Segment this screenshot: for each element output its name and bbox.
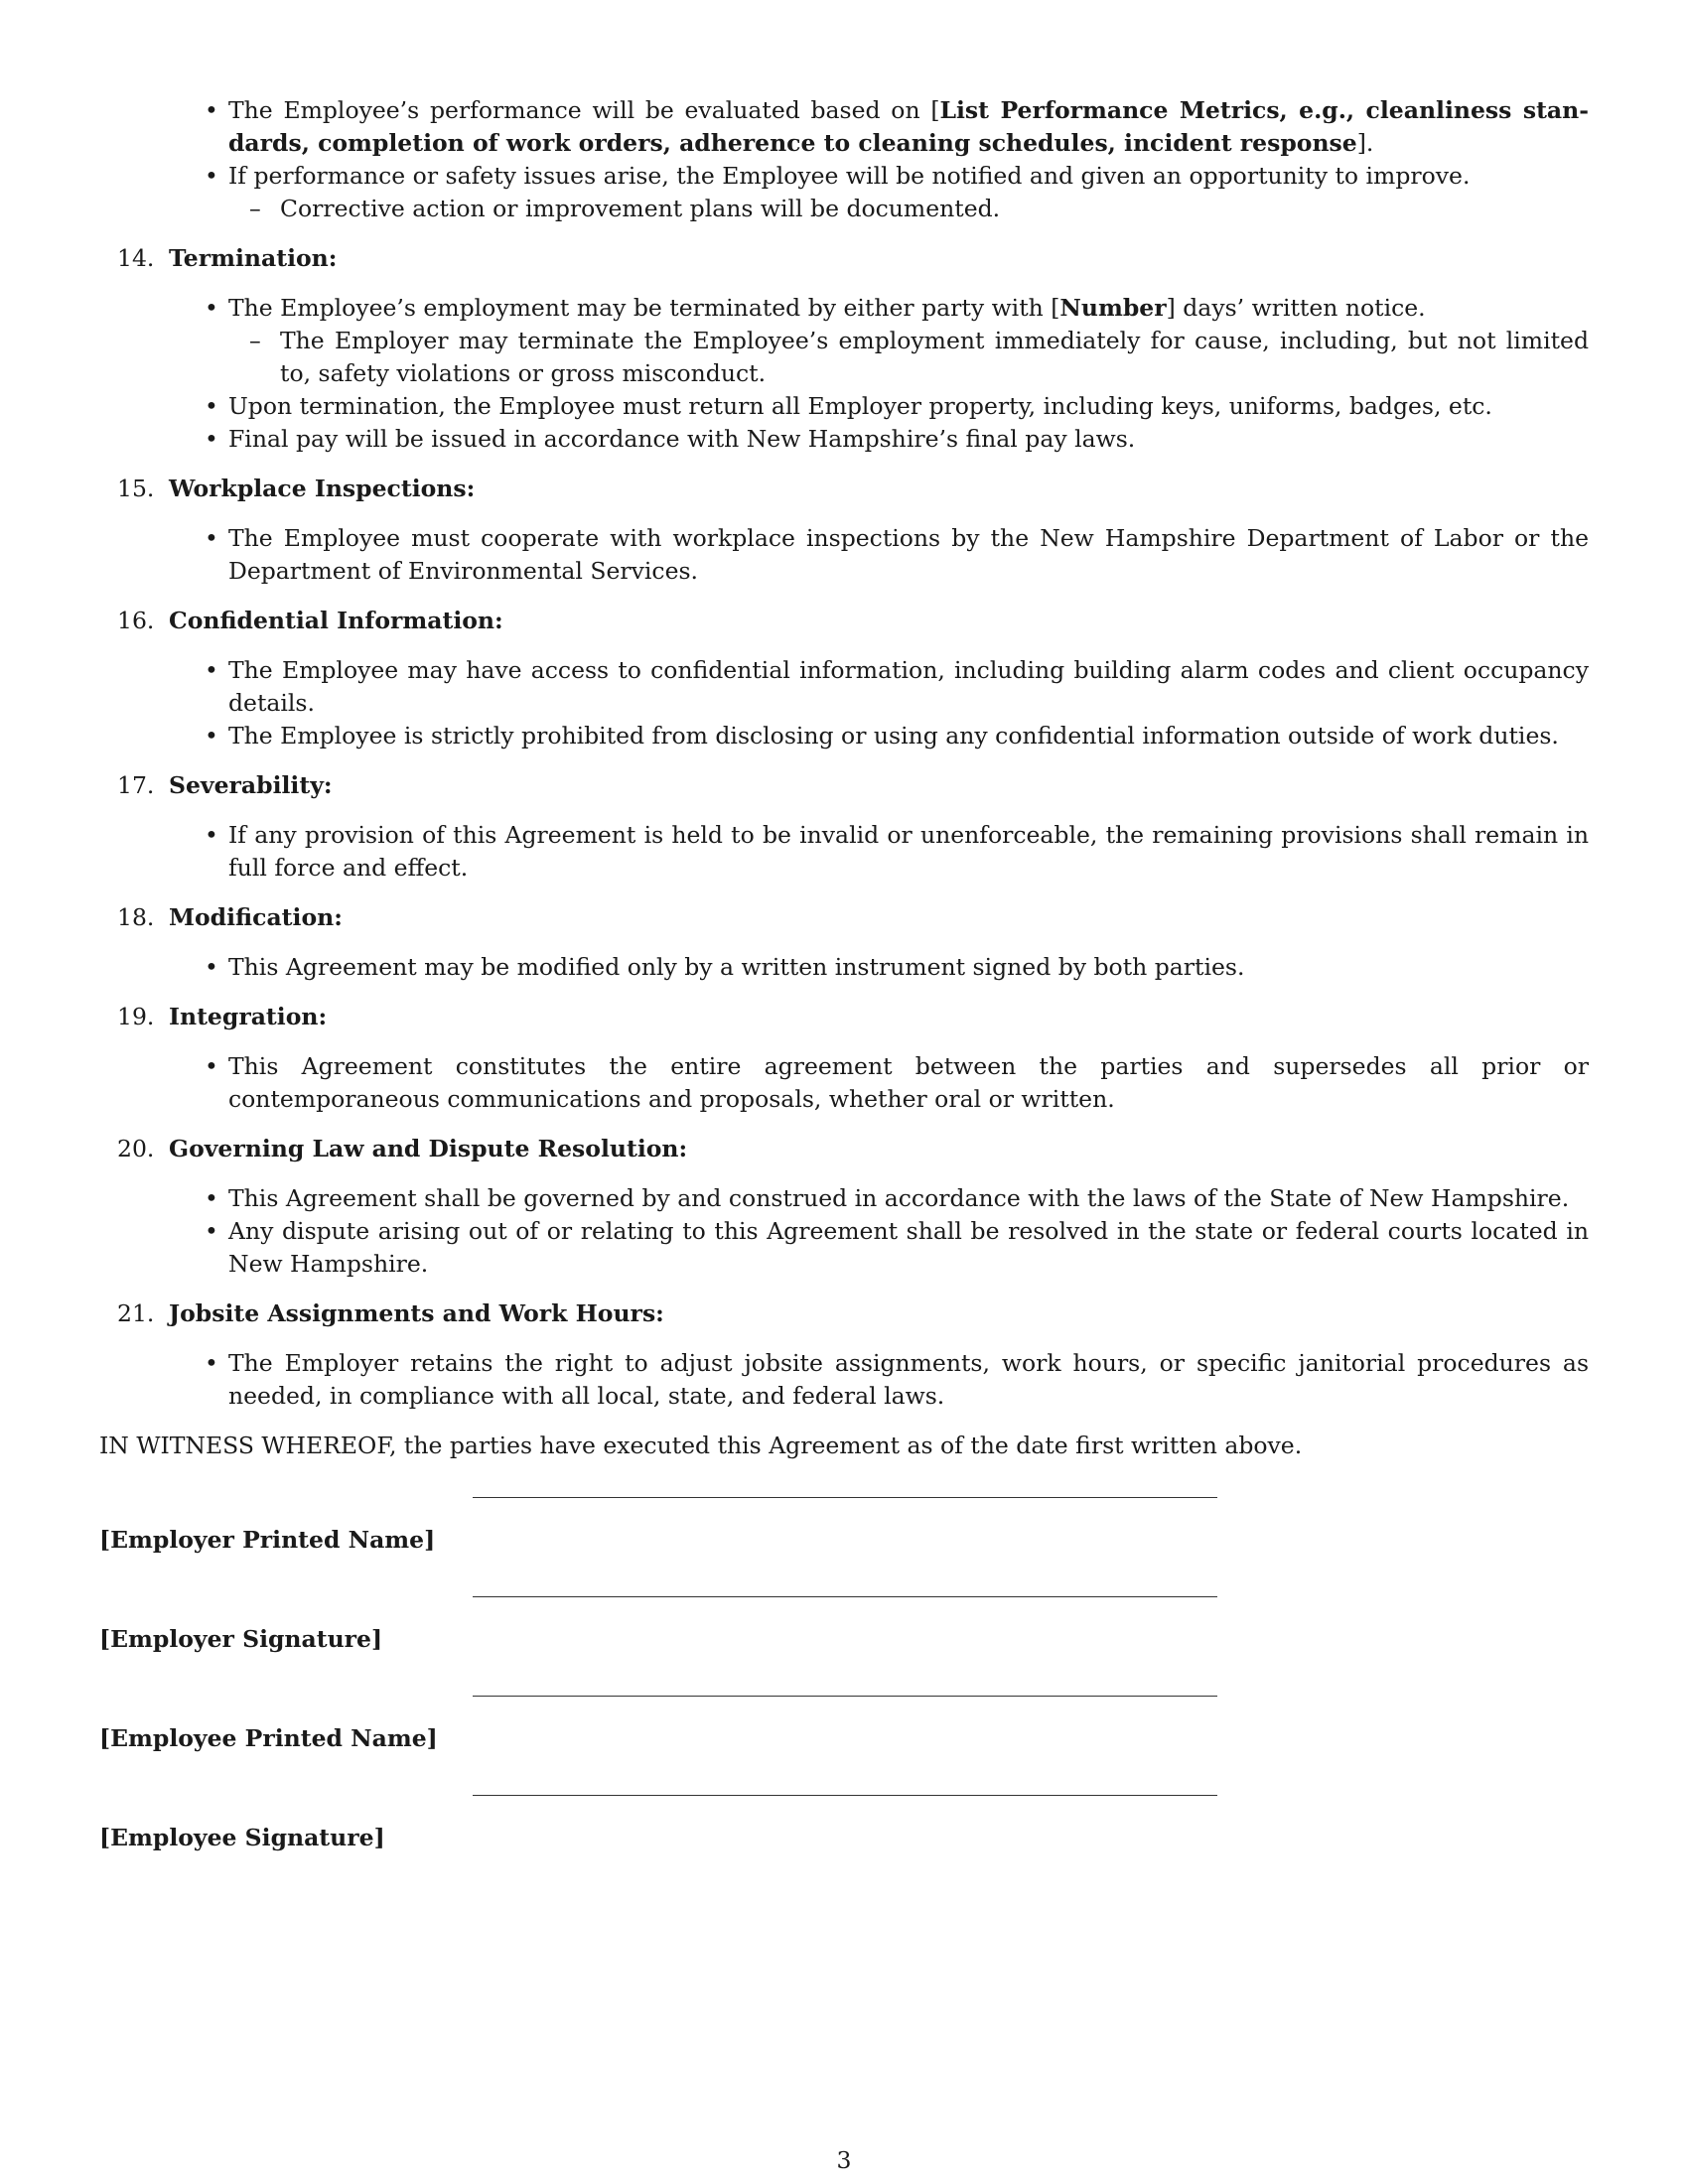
list-item: • The Employee may have access to confidential information, including building alarm codes and client occupancy details. [99, 654, 1589, 720]
section-heading: 20. Governing Law and Dispute Resolution: [117, 1135, 688, 1162]
list-item: • This Agreement may be modified only by a written instrument signed by both parties. [99, 951, 1589, 984]
list-item: • Upon termination, the Employee must return all Employer property, including keys, uniforms, badges, etc. [99, 390, 1589, 423]
sub-list-item: – The Employer may terminate the Employee’s employment immediately for cause, including, but not limited to, safety violations or gross misconduct. [99, 325, 1589, 390]
list-item: • The Employee’s performance will be evaluated based on [List Performance Metrics, e.g., cleanliness stan-dards, completion of work orders, adherence to cleaning schedules, incident response]. [99, 94, 1589, 160]
list-item: • If any provision of this Agreement is held to be invalid or unenforceable, the remaining provisions shall remain in full force and effect. [99, 819, 1589, 885]
signature-block-employee-printed-name [99, 1678, 1589, 1777]
list-item: • Final pay will be issued in accordance with New Hampshire’s final pay laws. [99, 423, 1589, 456]
list-item: • The Employee must cooperate with workplace inspections by the New Hampshire Department of Labor or the Department of Environmental Services. [99, 522, 1589, 588]
signature-label: [Employer Printed Name] [99, 1526, 436, 1554]
list-item: • The Employee is strictly prohibited from disclosing or using any confidential information outside of work duties. [99, 720, 1589, 752]
signature-block-employer-signature [99, 1578, 1589, 1678]
signature-line[interactable] [473, 1696, 1217, 1697]
signature-line[interactable] [473, 1497, 1217, 1498]
list-item: • This Agreement shall be governed by and construed in accordance with the laws of the State of New Hampshire. [99, 1182, 1589, 1215]
section-confidential-information [99, 605, 1589, 752]
section-severability [99, 769, 1589, 885]
section-heading: 14. Termination: [117, 244, 338, 272]
list-item: • Any dispute arising out of or relating to this Agreement shall be resolved in the state or federal courts located in New Hampshire. [99, 1215, 1589, 1281]
document-page [99, 94, 1589, 1876]
section-integration [99, 1001, 1589, 1116]
section-modification [99, 901, 1589, 984]
signature-label: [Employer Signature] [99, 1625, 383, 1653]
list-item: • If performance or safety issues arise, the Employee will be notified and given an opportunity to improve. [99, 160, 1589, 193]
section-jobsite-assignments [99, 1297, 1589, 1413]
performance-bullets [99, 94, 1589, 225]
signature-line[interactable] [473, 1795, 1217, 1796]
signature-line[interactable] [473, 1596, 1217, 1597]
section-heading: 19. Integration: [117, 1003, 328, 1030]
section-governing-law [99, 1133, 1589, 1281]
signature-block-employee-signature [99, 1777, 1589, 1876]
section-heading: 18. Modification: [117, 903, 343, 931]
signature-block-employer-printed-name [99, 1479, 1589, 1578]
witness-statement: IN WITNESS WHEREOF, the parties have executed this Agreement as of the date first written above. [99, 1432, 1303, 1459]
section-termination [99, 242, 1589, 456]
signature-label: [Employee Signature] [99, 1824, 385, 1851]
list-item: • The Employer retains the right to adjust jobsite assignments, work hours, or specific janitorial procedures as needed, in compliance with all local, state, and federal laws. [99, 1347, 1589, 1413]
list-item: • The Employee’s employment may be terminated by either party with [Number] days’ written notice. [99, 292, 1589, 325]
signature-label: [Employee Printed Name] [99, 1724, 438, 1752]
list-item: • This Agreement constitutes the entire agreement between the parties and supersedes all prior or contemporaneous communications and proposals, whether oral or written. [99, 1050, 1589, 1116]
section-workplace-inspections [99, 473, 1589, 588]
section-heading: 17. Severability: [117, 771, 333, 799]
sub-list-item: – Corrective action or improvement plans will be documented. [99, 193, 1589, 225]
section-heading: 21. Jobsite Assignments and Work Hours: [117, 1299, 664, 1327]
page-number: 3 [836, 2146, 852, 2174]
section-heading: 16. Confidential Information: [117, 607, 503, 634]
section-heading: 15. Workplace Inspections: [117, 475, 476, 502]
